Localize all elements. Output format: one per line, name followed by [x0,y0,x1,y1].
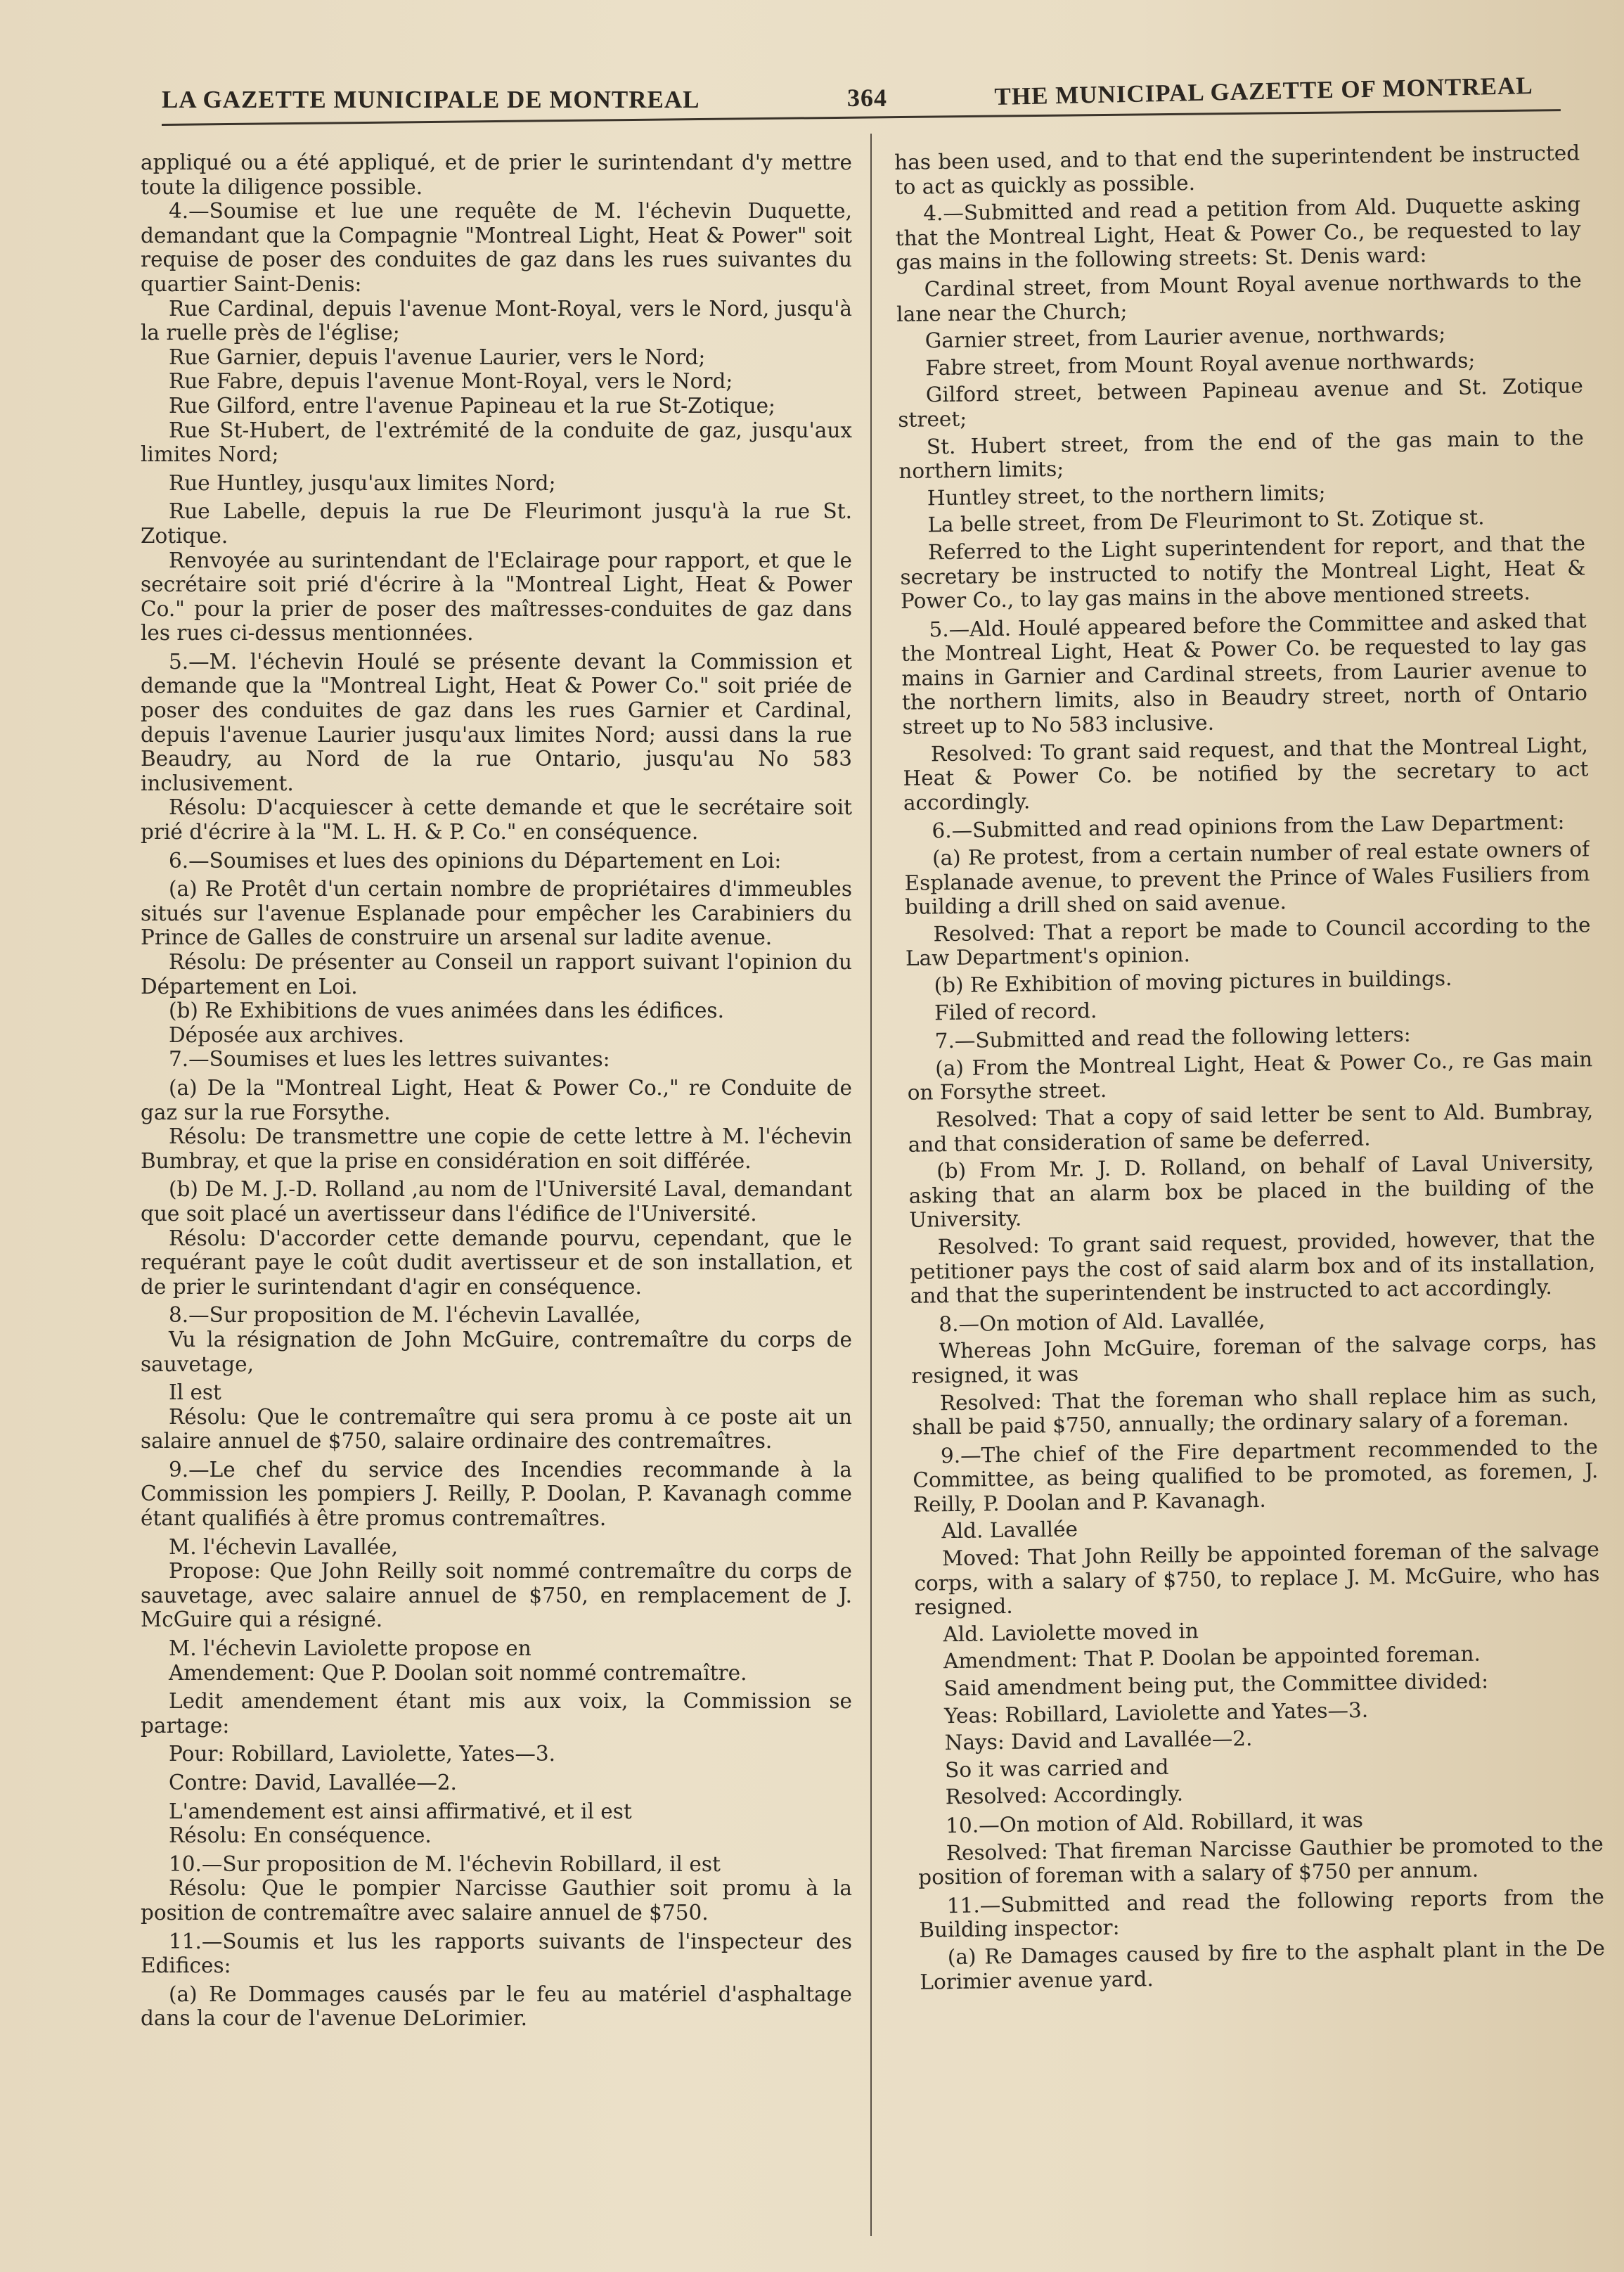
paragraph: Filed of record. [934,998,1097,1025]
paragraph: M. l'échevin Laviolette propose en [169,1636,531,1661]
paragraph: Contre: David, Lavallée—2. [169,1771,457,1795]
paragraph: Garnier street, from Laurier avenue, northwards; [924,321,1446,353]
paragraph: Cardinal street, from Mount Royal avenue northwards to the lane near the Church; [896,268,1582,326]
paragraph: Resolved: That fireman Narcisse Gauthier be promoted to the position of foreman with a salary of $750 per annum. [918,1831,1604,1889]
paragraph: Fabre street, from Mount Royal avenue northwards; [925,348,1476,380]
paragraph: (b) De M. J.-D. Rolland ,au nom de l'Université Laval, demandant que soit placé un avertisseur dans l'édifice de l'Université. [141,1177,852,1226]
paragraph: Moved: That John Reilly be appointed foreman of the salvage corps, with a salary of $750, to replace J. M. McGuire, who has resigned. [914,1537,1600,1620]
paragraph: Propose: Que John Reilly soit nommé contremaître du corps de sauvetage, avec salaire annuel de $750, en remplacement de J. McGuire qui a résigné. [141,1559,852,1632]
paragraph: Resolved: Accordingly. [945,1781,1184,1809]
paragraph: has been used, and to that end the superintendent be instructed to act as quickly as possible. [894,141,1580,199]
paragraph: Resolved: That a report be made to Council according to the Law Department's opinion. [905,913,1591,971]
paragraph: Résolu: En conséquence. [169,1823,432,1848]
paragraph: St. Hubert street, from the end of the gas main to the northern limits; [898,425,1585,484]
header-english-title: THE MUNICIPAL GAZETTE OF MONTREAL [994,71,1533,111]
paragraph: (b) Re Exhibition of moving pictures in buildings. [934,966,1452,998]
paragraph: Rue Garnier, depuis l'avenue Laurier, vers le Nord; [169,345,706,369]
paragraph: (a) Re Damages caused by fire to the asphalt plant in the De Lorimier avenue yard. [920,1936,1606,1994]
paragraph: 8.—On motion of Ald. Lavallée, [939,1307,1265,1336]
paragraph: (a) Re protest, from a certain number of real estate owners of Esplanade avenue, to prevent the Prince of Wales Fusiliers from building a drill shed on said avenue. [904,837,1590,920]
paragraph: 6.—Soumises et lues des opinions du Département en Loi: [169,848,782,873]
paragraph: Résolu: Que le pompier Narcisse Gauthier soit promu à la position de contremaître avec salaire annuel de $750. [141,1876,852,1925]
header-french-title: LA GAZETTE MUNICIPALE DE MONTREAL [162,86,700,113]
paragraph: 5.—Ald. Houlé appeared before the Committee and asked that the Montreal Light, Heat & Power Co. be requested to lay gas mains in Garnier and Cardinal streets, from Laurier avenue to the northern limits, also in Beaudry street, north of Ontario street up to No 583 inclusive. [901,608,1588,739]
paragraph: Ald. Laviolette moved in [943,1619,1199,1647]
paragraph: 9.—The chief of the Fire department recommended to the Committee, as being qualified to be promoted, as foremen, J. Reilly, P. Doolan and P. Kavanagh. [913,1434,1599,1517]
paragraph: (b) Re Exhibitions de vues animées dans les édifices. [169,999,724,1023]
paragraph: 10.—On motion of Ald. Robillard, it was [946,1807,1364,1838]
paragraph: Resolved: That a copy of said letter be sent to Ald. Bumbray, and that consideration of same be deferred. [908,1098,1594,1157]
paragraph: Ald. Lavallée [941,1517,1078,1543]
paragraph: Résolu: D'acquiescer à cette demande et que le secrétaire soit prié d'écrire à la "M. L. H. & P. Co." en conséquence. [141,795,852,845]
paragraph: Referred to the Light superintendent for report, and that the secretary be instructed to notify the Montreal Light, Heat & Power Co., to lay gas mains in the above mentioned streets. [900,531,1586,614]
paragraph: Rue Cardinal, depuis l'avenue Mont-Royal, vers le Nord, jusqu'à la ruelle près de l'église; [141,296,852,345]
paragraph: Amendement: Que P. Doolan soit nommé contremaître. [169,1660,747,1685]
paragraph: So it was carried and [944,1754,1169,1783]
paragraph: (b) From Mr. J. D. Rolland, on behalf of Laval University, asking that an alarm box be placed in the building of the University. [908,1150,1594,1233]
paragraph: 7.—Soumises et lues les lettres suivantes: [169,1047,610,1072]
paragraph: Rue Labelle, depuis la rue De Fleurimont jusqu'à la rue St. Zotique. [141,499,852,548]
paragraph: Resolved: To grant said request, and that the Montreal Light, Heat & Power Co. be notified by the secretary to act accordingly. [903,732,1589,815]
paragraph: Vu la résignation de John McGuire, contremaître du corps de sauvetage, [141,1327,852,1376]
french-column [141,150,852,2246]
paragraph: (a) De la "Montreal Light, Heat & Power Co.," re Conduite de gaz sur la rue Forsythe. [141,1075,852,1124]
paragraph: Resolved: To grant said request, provided, however, that the petitioner pays the cost of said alarm box and of its installation, and that the superintendent be instructed to act accordingly. [910,1226,1596,1308]
paragraph: Rue Fabre, depuis l'avenue Mont-Royal, vers le Nord; [169,369,733,394]
paragraph: L'amendement est ainsi affirmativé, et il est [169,1799,632,1823]
paragraph: Il est [169,1380,221,1405]
column-divider [870,134,872,2236]
english-column [894,141,1609,2245]
paragraph: Rue Huntley, jusqu'aux limites Nord; [169,470,556,495]
paragraph: Renvoyée au surintendant de l'Eclairage pour rapport, et que le secrétaire soit prié d'écrire à la "Montreal Light, Heat & Power Co." pour la prier de poser des maîtresses-conduites de gaz dans les rues ci-dessus mentionnées. [141,548,852,646]
paragraph: 4.—Soumise et lue une requête de M. l'échevin Duquette, demandant que la Compagnie "Montreal Light, Heat & Power" soit requise de poser des conduites de gaz dans les rues suivantes du quartier Saint-Denis: [141,199,852,296]
paragraph: 11.—Soumis et lus les rapports suivants de l'inspecteur des Edifices: [141,1929,852,1978]
paragraph: Resolved: That the foreman who shall replace him as such, shall be paid $750, annually; the ordinary salary of a foreman. [912,1381,1598,1439]
paragraph: 11.—Submitted and read the following reports from the Building inspector: [919,1884,1605,1943]
paragraph: Gilford street, between Papineau avenue and St. Zotique street; [898,373,1584,432]
paragraph: 4.—Submitted and read a petition from Ald. Duquette asking that the Montreal Light, Heat & Power Co., be requested to lay gas mains in the following streets: St. Denis ward: [895,192,1581,275]
paragraph: M. l'échevin Lavallée, [169,1534,399,1559]
paragraph: Whereas John McGuire, foreman of the salvage corps, has resigned, it was [911,1330,1597,1388]
paragraph: Déposée aux archives. [169,1022,405,1047]
paragraph: 8.—Sur proposition de M. l'échevin Lavallée, [169,1303,641,1328]
paragraph: Résolu: Que le contremaître qui sera promu à ce poste ait un salaire annuel de $750, salaire ordinaire des contremaîtres. [141,1404,852,1453]
paragraph: 5.—M. l'échevin Houlé se présente devant la Commission et demande que la "Montreal Light, Heat & Power Co." soit priée de poser des conduites de gaz dans les rues Garnier et Cardinal, depuis l'avenue Laurier jusqu'aux limites Nord; aussi dans la rue Beaudry, au Nord de la rue Ontario, jusqu'au No 583 inclusivement. [141,649,852,795]
paragraph: Said amendment being put, the Committee divided: [943,1669,1489,1701]
paragraph: Huntley street, to the northern limits; [927,480,1326,511]
paragraph: (a) Re Protêt d'un certain nombre de propriétaires d'immeubles situés sur l'avenue Esplanade pour empêcher les Carabiniers du Prince de Galles de construire un arsenal sur ladite avenue. [141,877,852,950]
page-header [162,71,1561,121]
paragraph: Résolu: De présenter au Conseil un rapport suivant l'opinion du Département en Loi. [141,950,852,999]
paragraph: Résolu: De transmettre une copie de cette lettre à M. l'échevin Bumbray, et que la prise en considération en soit différée. [141,1124,852,1173]
paragraph: 9.—Le chef du service des Incendies recommande à la Commission les pompiers J. Reilly, P. Doolan, P. Kavanagh comme étant qualifiés à être promus contremaîtres. [141,1457,852,1531]
paragraph: La belle street, from De Fleurimont to St. Zotique st. [927,505,1485,537]
paragraph: Ledit amendement étant mis aux voix, la Commission se partage: [141,1689,852,1738]
paragraph: Rue St-Hubert, de l'extrémité de la conduite de gaz, jusqu'aux limites Nord; [141,418,852,467]
page-number: 364 [847,84,887,112]
paragraph: 7.—Submitted and read the following letters: [934,1022,1411,1053]
paragraph: appliqué ou a été appliqué, et de prier le surintendant d'y mettre toute la diligence possible. [141,150,852,199]
paragraph: (a) Re Dommages causés par le feu au matériel d'asphaltage dans la cour de l'avenue DeLorimier. [141,1982,852,2031]
paragraph: Résolu: D'accorder cette demande pourvu, cependant, que le requérant paye le coût dudit avertisseur et de son installation, et de prier le surintendant d'agir en conséquence. [141,1226,852,1299]
paragraph: Nays: David and Lavallée—2. [944,1726,1253,1755]
paragraph: 10.—Sur proposition de M. l'échevin Robillard, il est [169,1851,721,1876]
paragraph: 6.—Submitted and read opinions from the Law Department: [932,810,1565,843]
paragraph: Yeas: Robillard, Laviolette and Yates—3. [943,1697,1369,1728]
paragraph: Amendment: That P. Doolan be appointed foreman. [943,1642,1481,1674]
paragraph: Rue Gilford, entre l'avenue Papineau et la rue St-Zotique; [169,393,775,418]
paragraph: Pour: Robillard, Laviolette, Yates—3. [169,1742,556,1766]
paragraph: (a) From the Montreal Light, Heat & Power Co., re Gas main on Forsythe street. [907,1047,1593,1105]
